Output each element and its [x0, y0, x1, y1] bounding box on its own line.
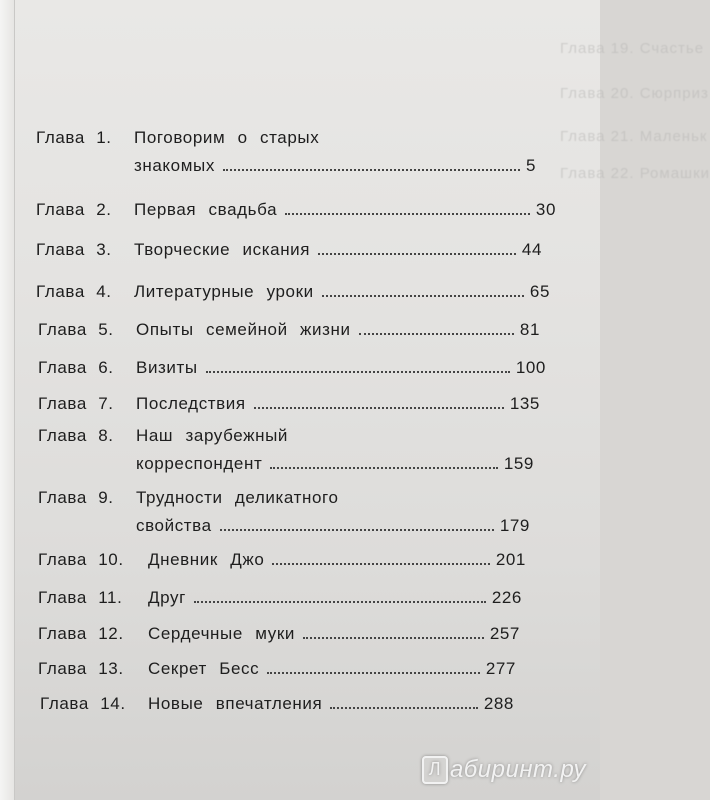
page-number: 135: [509, 394, 540, 413]
toc-entry: [38, 659, 516, 679]
page-number: 288: [483, 694, 514, 713]
chapter-label: Глава 11.: [38, 588, 123, 607]
dot-leader: [303, 636, 484, 639]
chapter-label: Глава 14.: [40, 694, 126, 713]
dot-leader: [267, 671, 480, 674]
chapter-label: Глава 6.: [38, 358, 114, 377]
chapter-label: Глава 8.: [38, 426, 114, 445]
chapter-label: Глава 2.: [36, 200, 112, 219]
chapter-label: Глава 9.: [38, 488, 114, 507]
page-number: 100: [515, 358, 546, 377]
dot-leader: [330, 706, 478, 709]
watermark-text: абиринт.ру: [449, 756, 586, 783]
show-through-text: Глава 20. Сюрприз: [560, 85, 709, 102]
chapter-label: Глава 4.: [36, 282, 112, 301]
chapter-label: Глава 13.: [38, 659, 124, 678]
chapter-title: Друг: [148, 588, 186, 607]
dot-leader: [272, 562, 489, 565]
toc-entry: [38, 550, 526, 570]
chapter-title-line1: Трудности деликатного: [136, 488, 339, 507]
page-number: 30: [535, 200, 556, 219]
page-number: 5: [525, 156, 536, 175]
chapter-title-line2: знакомых: [134, 156, 215, 175]
chapter-title: Литературные уроки: [134, 282, 314, 301]
chapter-title: Новые впечатления: [148, 694, 323, 713]
chapter-title: Творческие искания: [134, 240, 311, 259]
page-number: 65: [529, 282, 550, 301]
page-number: 179: [499, 516, 530, 535]
toc-entry: [38, 358, 546, 378]
page-number: 81: [519, 320, 540, 339]
chapter-label: Глава 10.: [38, 550, 124, 569]
dot-leader: [220, 528, 494, 531]
toc-entry: [38, 394, 540, 414]
toc-entry: [38, 320, 540, 340]
dot-leader: [194, 600, 486, 603]
toc-entry: [36, 200, 556, 220]
chapter-title: Сердечные муки: [148, 624, 295, 643]
dot-leader: [318, 252, 516, 255]
chapter-label: Глава 5.: [38, 320, 114, 339]
watermark: [422, 756, 586, 784]
toc-entry: [38, 588, 522, 608]
chapter-title: Последствия: [136, 394, 246, 413]
dot-leader: [359, 332, 514, 335]
page-number: 257: [489, 624, 520, 643]
page-number: 277: [485, 659, 516, 678]
chapter-title-line2: свойства: [136, 516, 212, 535]
toc-entry: [38, 426, 534, 473]
show-through-text: Глава 19. Счастье: [560, 40, 705, 57]
toc-entry: [40, 694, 514, 714]
dot-leader: [223, 168, 520, 171]
chapter-title: Секрет Бесс: [148, 659, 260, 678]
chapter-title: Визиты: [136, 358, 198, 377]
chapter-label: Глава 12.: [38, 624, 124, 643]
page-number: 226: [491, 588, 522, 607]
dot-leader: [285, 212, 530, 215]
chapter-label: Глава 3.: [36, 240, 112, 259]
chapter-label: Глава 1.: [36, 128, 112, 147]
chapter-title: Первая свадьба: [134, 200, 278, 219]
toc-entry: [36, 240, 542, 260]
dot-leader: [270, 466, 497, 469]
toc-entry: [38, 488, 530, 535]
chapter-title: Дневник Джо: [148, 550, 265, 569]
chapter-title-line2: корреспондент: [136, 454, 263, 473]
page-number: 159: [503, 454, 534, 473]
chapter-title: Опыты семейной жизни: [136, 320, 351, 339]
show-through-text: Глава 21. Маленьк: [560, 128, 708, 145]
toc-entry: [36, 282, 550, 302]
dot-leader: [254, 406, 504, 409]
page-number: 201: [495, 550, 526, 569]
toc-entry: [36, 128, 536, 175]
page-number: 44: [521, 240, 542, 259]
dot-leader: [322, 294, 524, 297]
dot-leader: [206, 370, 510, 373]
chapter-title-line1: Поговорим о старых: [134, 128, 320, 147]
chapter-title-line1: Наш зарубежный: [136, 426, 288, 445]
chapter-label: Глава 7.: [38, 394, 114, 413]
toc-entry: [38, 624, 520, 644]
show-through-text: Глава 22. Ромашки: [560, 165, 710, 182]
labyrinth-logo-icon: Л: [422, 756, 448, 784]
